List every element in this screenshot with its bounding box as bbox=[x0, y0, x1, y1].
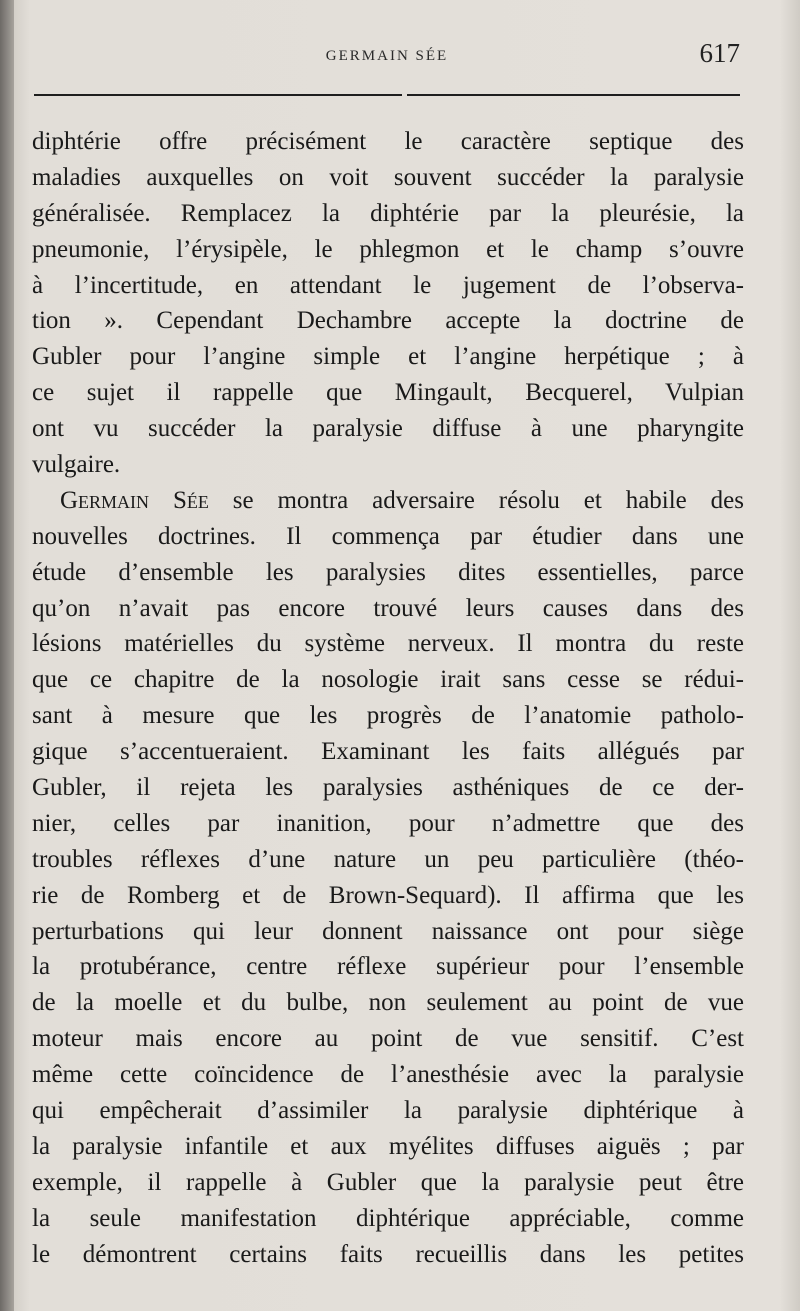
text-line: Gubler, il rejeta les paralysies asthéniques de ce der- bbox=[32, 774, 744, 802]
text-line: qui empêcherait d’assimiler la paralysie diphtérique à bbox=[32, 1097, 744, 1125]
text-line: diphtérie offre précisément le caractère septique des bbox=[32, 128, 744, 155]
header-rule-notch bbox=[402, 92, 407, 98]
text-line: lésions matérielles du système nerveux. Il montra du reste bbox=[32, 630, 744, 658]
text-line: exemple, il rappelle à Gubler que la paralysie peut être bbox=[32, 1168, 744, 1196]
header-rule bbox=[34, 94, 740, 96]
text-line: pneumonie, l’érysipèle, le phlegmon et le champ s’ouvre bbox=[32, 235, 744, 263]
text-line: vulgaire. bbox=[32, 451, 121, 479]
paragraph-opening-line bbox=[32, 483, 744, 519]
text-line: tion ». Cependant Dechambre accepte la doctrine de bbox=[32, 307, 744, 335]
text-line: même cette coïncidence de l’anesthésie avec la paralysie bbox=[32, 1061, 744, 1089]
author-name-small-caps: Germain Sée bbox=[60, 486, 209, 514]
text-line: perturbations qui leur donnent naissance ont pour siège bbox=[32, 917, 744, 945]
text-line: le démontrent certains faits recueillis dans les petites bbox=[32, 1240, 744, 1268]
text-line: moteur mais encore au point de vue sensitif. C’est bbox=[32, 1025, 744, 1053]
text-line-remainder: se montra adversaire résolu et habile des bbox=[232, 486, 745, 514]
text-line: qu’on n’avait pas encore trouvé leurs causes dans des bbox=[32, 594, 744, 622]
page-number: 617 bbox=[699, 38, 740, 68]
text-line: Gubler pour l’angine simple et l’angine herpétique ; à bbox=[32, 343, 744, 371]
text-line: la seule manifestation diphtérique appréciable, comme bbox=[32, 1204, 744, 1232]
book-spine-shadow bbox=[0, 0, 14, 1311]
text-line: troubles réflexes d’une nature un peu particulière (théo- bbox=[32, 845, 744, 873]
text-line: généralisée. Remplacez la diphtérie par la pleurésie, la bbox=[32, 199, 744, 227]
text-line: que ce chapitre de la nosologie irait sans cesse se rédui- bbox=[32, 666, 744, 694]
text-line: de la moelle et du bulbe, non seulement au point de vue bbox=[32, 989, 744, 1017]
text-line: nouvelles doctrines. Il commença par étudier dans une bbox=[32, 522, 744, 550]
text-line: la protubérance, centre réflexe supérieur pour l’ensemble bbox=[32, 953, 744, 981]
text-line: ont vu succéder la paralysie diffuse à une pharyngite bbox=[32, 415, 744, 443]
text-line: ce sujet il rappelle que Mingault, Becquerel, Vulpian bbox=[32, 379, 744, 407]
text-line: la paralysie infantile et aux myélites diffuses aiguës ; par bbox=[32, 1132, 744, 1160]
text-line: étude d’ensemble les paralysies dites essentielles, parce bbox=[32, 558, 744, 586]
running-title: GERMAIN SÉE bbox=[325, 48, 449, 64]
text-line: rie de Romberg et de Brown-Sequard). Il affirma que les bbox=[32, 881, 744, 909]
page-header bbox=[34, 34, 740, 94]
text-line: gique s’accentueraient. Examinant les faits allégués par bbox=[32, 738, 744, 766]
body-text bbox=[32, 124, 744, 1273]
text-line: nier, celles par inanition, pour n’admettre que des bbox=[32, 809, 744, 837]
text-line: maladies auxquelles on voit souvent succéder la paralysie bbox=[32, 163, 744, 191]
text-line: à l’incertitude, en attendant le jugement de l’observa- bbox=[32, 271, 744, 299]
text-line: sant à mesure que les progrès de l’anatomie patholo- bbox=[32, 702, 744, 730]
